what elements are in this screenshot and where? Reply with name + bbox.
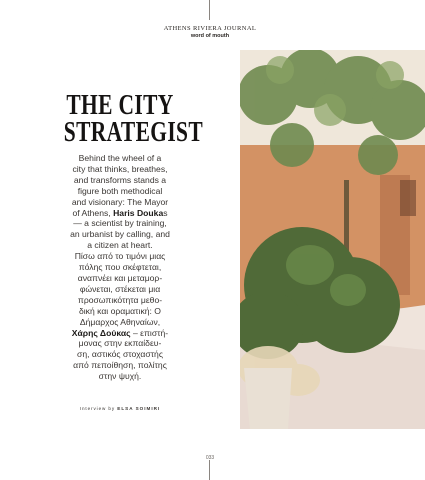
mayor-name-en: Haris Douka — [113, 207, 164, 218]
courtyard-photo — [240, 50, 425, 429]
intro-en-line: and visionary: The Mayor — [71, 196, 169, 207]
intro-el-line: δική και οραματική: Ο — [78, 305, 161, 316]
article-intro — [50, 153, 190, 382]
bottom-divider-line — [209, 460, 210, 480]
intro-el-line: Δήμαρχος Αθηναίων, — [79, 316, 161, 327]
intro-el-name-line — [50, 328, 190, 339]
interview-credit — [60, 406, 180, 411]
intro-en-name-line — [50, 208, 190, 219]
section-label: word of mouth — [190, 33, 230, 39]
title-line-1: THE CITY — [66, 89, 174, 121]
credit-author: ELSA SOIMIRI — [117, 406, 161, 411]
intro-en-text: of Athens, — [72, 207, 114, 218]
intro-el-line: αναπνέει και μεταμορ- — [77, 272, 163, 283]
intro-en-line: and transforms stands a — [73, 174, 167, 185]
title-line-2: STRATEGIST — [63, 116, 204, 148]
article-title — [63, 89, 204, 148]
intro-el-line: προσωπικότητα μεθο- — [77, 294, 163, 305]
intro-en-line: figure both methodical — [77, 185, 163, 196]
photo-planter — [244, 368, 292, 429]
intro-el-line: ση, αστικός στοχαστής — [77, 349, 163, 360]
mayor-name-el: Χάρης Δούκας — [71, 327, 131, 338]
top-divider-line — [209, 0, 210, 20]
intro-en-line: a citizen at heart. — [87, 240, 153, 251]
intro-el-line: στην ψυχή. — [98, 371, 142, 382]
intro-en-text: s — [163, 207, 168, 218]
intro-en-line: Behind the wheel of a — [78, 153, 162, 163]
intro-en-line: an urbanist by calling, and — [70, 229, 170, 240]
intro-el-text: – επιστή- — [130, 327, 169, 338]
masthead — [160, 25, 260, 40]
intro-en-line: city that thinks, breathes, — [72, 163, 168, 174]
intro-el-line: Πίσω από το τιμόνι μιας — [74, 251, 166, 262]
journal-name: ATHENS RIVIERA JOURNAL — [163, 25, 257, 32]
intro-el-line: φώνεται, στέκεται μια — [79, 283, 161, 294]
intro-en-line: — a scientist by training, — [73, 218, 167, 229]
intro-el-line: από πεποίθηση, πολίτης — [73, 360, 167, 371]
photo-window — [400, 180, 416, 216]
intro-el-line: μονας στην εκπαίδευ- — [78, 338, 162, 349]
page-number: 033 — [205, 455, 215, 461]
credit-prefix: Interview by — [79, 406, 116, 411]
intro-el-line: πόλης που σκέφτεται, — [78, 262, 162, 273]
